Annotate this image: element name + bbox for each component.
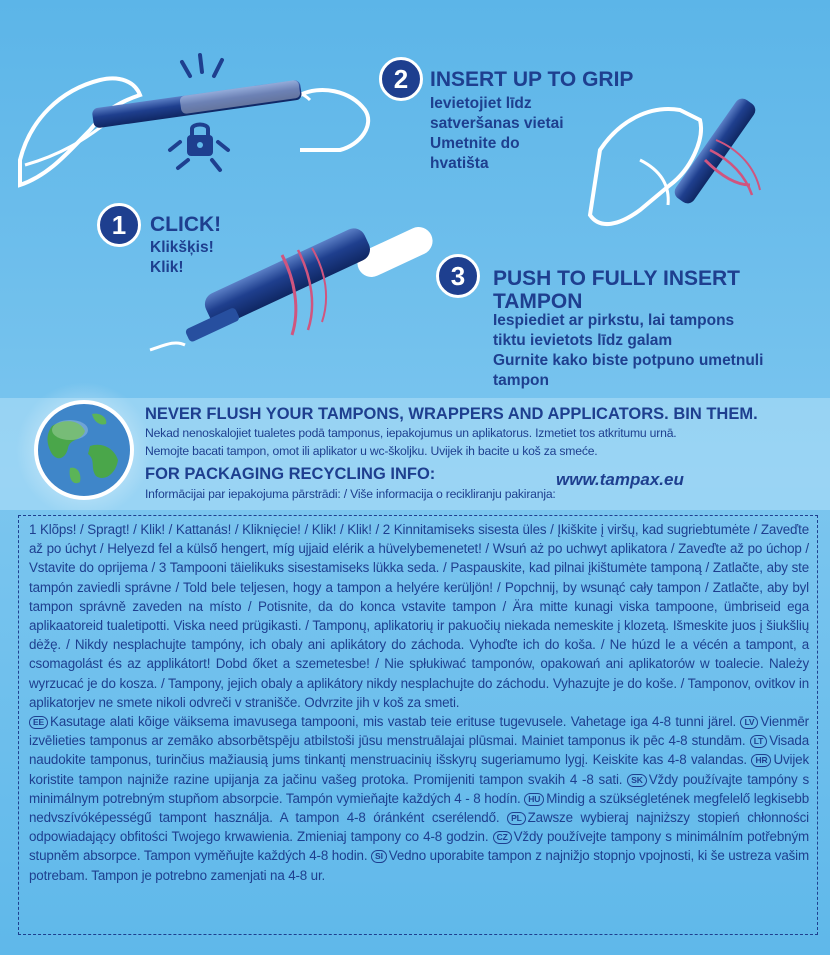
step-2-subtitle: Umetnite do <box>430 135 520 152</box>
step-3-subtitle: tiktu ievietots līdz galam <box>493 332 673 349</box>
step-3-subtitle: Iespiediet ar pirkstu, lai tampons <box>493 312 735 329</box>
step-3-subtitle: Gurnite kako biste potpuno umetnuli <box>493 352 764 369</box>
warning-text: Vedno uporabite tampon z najnižjo stopnjo vpojnosti, ki še ustreza vašim potrebam. Tampon je potrebno zamenjati na 4-8 ur. <box>29 848 809 883</box>
recycling-info-heading: FOR PACKAGING RECYCLING INFO: <box>145 465 436 483</box>
country-code-badge: HU <box>524 793 544 806</box>
country-code-badge: HR <box>751 754 771 767</box>
country-code-badge: LV <box>740 716 758 729</box>
country-code-badge: SK <box>627 774 647 787</box>
step-3-title-line: PUSH TO FULLY INSERT <box>493 267 740 290</box>
step-3-subtitle: tampon <box>493 372 549 389</box>
warning-text: Uvijek koristite tampon najniže razine upijanja za jačinu vašeg protoka. Promijeniti tampon svakih 4 -8 sati. <box>29 752 809 787</box>
step-3-badge: 3 <box>436 254 480 298</box>
step-2-badge: 2 <box>379 57 423 101</box>
step-1-title: CLICK! <box>150 213 222 236</box>
country-code-badge: SI <box>371 850 387 863</box>
never-flush-warning: NEVER FLUSH YOUR TAMPONS, WRAPPERS AND APPLICATORS. BIN THEM. <box>145 405 758 423</box>
warning-text: Vždy používejte tampony s minimálním potřebným stupněm absorpce. Tampon vyměňujte každých 4-8 hodin. <box>29 829 809 864</box>
warning-text: Mindig a szükségletének megfelelő legkisebb nedvszívóképességű tampont használja. A tampon 4-8 óránként cserélendő. <box>29 790 809 826</box>
instructions-paragraph: 1 Klõps! / Spragt! / Klik! / Kattanás! / Kliknięcie! / Klik! / Klik! / 2 Kinnitamiseks sisesta üles / Įkiškite į viršų, kad sugriebtumėte / Zaveďte až po úchyt / Helyezd fel a külső hengert, míg ujjaid elérik a hüvelybemenetet! / Wsuń aż po uchwyt aplikatora / Zaveďte až po úchop / Vstavite do oprijema / 3 Tampooni täielikuks sisestamiseks lükka seda. / Paspauskite, kad pilnai įkištumėte tamponą / Zatlačte, aby ste tampón zaviedli správne / Told bele teljesen, hogy a tampon a helyére kerüljön! / Popchnij, by wsunąć cały tampon / Zatlačte, aby byl tampon správně zaveden na místo / Potisnite, da do konca vstavite tampon / Ära mitte kunagi viska tampoone, ümbriseid ega aplikaatoreid tualetipotti. Viska need prügikasti. / Tamponų, aplikatorių ir pakuočių niekada nemeskite į klozetą. Išmeskite juos į šiukšlių dėžę. / Nikdy nesplachujte tampóny, ich obaly ani aplikátory do záchoda. Vyhoďte ich do koša. / Ne húzd le a vécén a tampont, a csomagolást és az applikátort! Dobd őket a szemetesbe! / Nie spłukiwać tamponów, opakowań ani aplikatorów w toalecie. Należy wyrzucać je do kosza. / Tampony, jejich obaly a aplikátory nikdy nesplachujte do záchodu. Vyhazujte je do koše. / Tamponov, ovitkov in aplikatorjev ne smete nikoli odvreči v straniščе. Odvrzite jih v koš za smeti. <box>29 522 809 710</box>
warning-text: Zawsze wybieraj najniższy stopień chłonności odpowiadający obfitości Twojego krwawienia. Zmieniaj tampony co 4-8 godzin. <box>29 810 809 845</box>
warning-text: Vienmēr izvēlieties tamponus ar zemāko absorbētspēju atbilstoši jūsu menstruālajai plūsmai. Mainiet tamponus ik pēc 4-8 stundām. <box>29 714 809 749</box>
step-3-title-line: TAMPON <box>493 290 583 313</box>
warning-text: Visada naudokite tamponus, turinčius mažiausią jums tinkantį menstruacinių išskyrų sugeriamumo lygį. Keiskite kas 4-8 valandas. <box>29 733 809 768</box>
country-code-badge: EE <box>29 716 48 729</box>
step-3-subtitles <box>493 311 763 391</box>
step-1-subtitles <box>150 238 214 278</box>
warning-text: Vždy používajte tampóny s minimálnym potrebným stupňom absorpcie. Tampón vymieňajte každých 4 - 8 hodín. <box>29 771 809 806</box>
step-3-title <box>493 267 740 313</box>
never-flush-warning-hr: Nemojte bacati tampon, omot ili aplikator u wc-školjku. Uvijek ih bacite u koš za smeće. <box>145 444 598 458</box>
country-code-badge: CZ <box>493 831 512 844</box>
step-2-subtitles <box>430 94 564 174</box>
website-url: www.tampax.eu <box>556 470 684 489</box>
padlock-icon <box>184 118 216 158</box>
step-1-subtitle: Klikšķis! <box>150 239 214 256</box>
multilingual-instructions-box <box>18 515 818 935</box>
step-1-badge: 1 <box>97 203 141 247</box>
step-2-subtitle: hvatišta <box>430 155 489 172</box>
step-2-subtitle: satveršanas vietai <box>430 115 564 132</box>
step-2-subtitle: Ievietojiet līdz <box>430 95 532 112</box>
step-2-title: INSERT UP TO GRIP <box>430 68 634 91</box>
step-1-subtitle: Klik! <box>150 259 184 276</box>
recycling-info-sub: Informācijai par iepakojuma pārstrādi: / Više informacija o recikliranju pakiranja: <box>145 487 556 501</box>
never-flush-warning-lv: Nekad nenoskalojiet tualetes podā tamponus, iepakojumus un aplikatorus. Izmetiet tos atkritumu urnā. <box>145 426 677 440</box>
warning-text: Kasutage alati kõige väiksema imavusega tampooni, mis vastab teie erituse tugevusele. Vahetage iga 4-8 tunni järel. <box>50 714 737 730</box>
country-code-badge: PL <box>507 812 526 825</box>
country-code-badge: LT <box>750 735 767 748</box>
earth-globe-icon <box>30 396 138 504</box>
tss-warnings <box>29 712 809 885</box>
